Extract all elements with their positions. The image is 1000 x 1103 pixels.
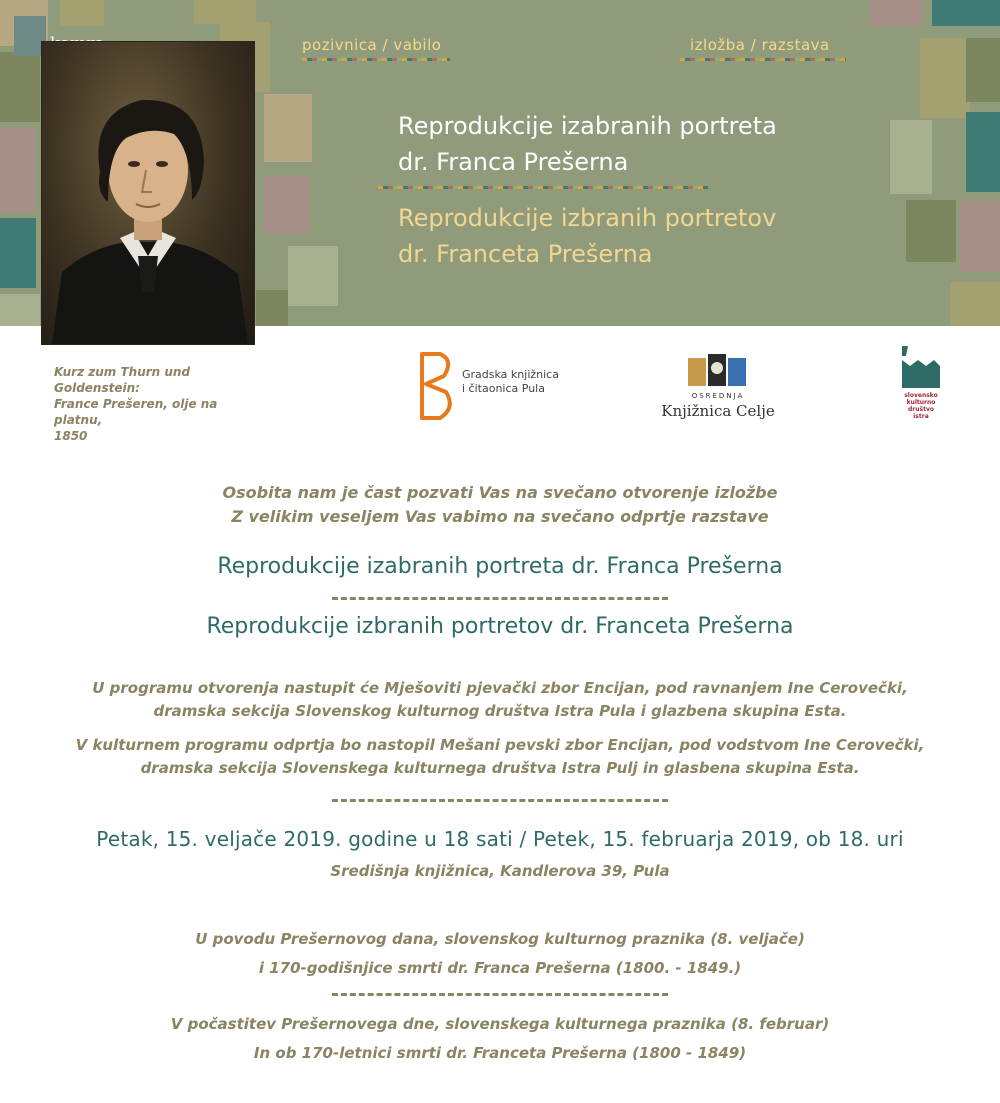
event-date: Petak, 15. veljače 2019. godine u 18 sati / Petek, 15. februarja 2019, ob 18. uri — [96, 827, 904, 851]
decor-tile — [0, 218, 36, 288]
exhibition-title-slovenian: Reprodukcije izbranih portretov dr. Franceta Prešerna — [206, 614, 794, 639]
dotted-rule — [378, 186, 708, 189]
decor-tile — [0, 128, 36, 212]
dashed-divider — [332, 993, 668, 996]
caption-line: Kurz zum Thurn und Goldenstein: — [54, 365, 191, 395]
invitation-slovenian: Z velikim veseljem Vas vabimo na svečano odprtje razstave — [231, 507, 769, 526]
decor-tile — [288, 246, 338, 306]
skd-name-line: istra — [913, 413, 929, 420]
caption-line: 1850 — [54, 429, 88, 443]
decor-tile — [966, 112, 1000, 192]
decor-tile — [890, 120, 932, 194]
celje-library-emblem-icon — [688, 352, 748, 388]
exhibition-title-croatian: Reprodukcije izabranih portreta dr. Franca Prešerna — [217, 554, 783, 579]
pula-library-icon — [414, 350, 458, 422]
decor-tile — [194, 0, 256, 24]
decor-tile — [920, 38, 970, 118]
program-croatian-line1: U programu otvorenja nastupit će Mješoviti pjevački zbor Encijan, pod ravnanjem Ine Cerovečki, — [92, 679, 908, 697]
skd-istra-emblem-icon — [896, 344, 946, 390]
decor-tile — [966, 38, 1000, 102]
decor-tile — [256, 290, 288, 326]
pula-library-name-line1: Gradska knjižnica — [462, 368, 559, 381]
dashed-divider — [332, 597, 668, 600]
preseren-portrait-image — [42, 42, 254, 344]
skd-name-line: kulturno — [906, 399, 936, 406]
program-slovenian-line2: dramska sekcija Slovenskega kulturnega društva Istra Pulj in glasbena skupina Esta. — [140, 759, 860, 777]
celje-library-name: Knjižnica Celje — [661, 402, 775, 420]
dotted-rule — [302, 58, 450, 61]
decor-tile — [906, 200, 956, 262]
event-venue: Središnja knjižnica, Kandlerova 39, Pula — [330, 862, 670, 880]
celje-library-subtitle: OSREDNJA — [691, 392, 745, 400]
pula-library-logo — [414, 350, 574, 422]
occasion-slovenian-line1: V počastitev Prešernovega dne, slovenskega kulturnega praznika (8. februar) — [170, 1015, 830, 1033]
dashed-divider — [332, 799, 668, 802]
pula-library-name-line2: i čitaonica Pula — [462, 382, 545, 395]
skd-name-line: društvo — [908, 406, 934, 413]
decor-tile — [0, 294, 40, 326]
occasion-slovenian-line2: In ob 170-letnici smrti dr. Franceta Prešerna (1800 - 1849) — [253, 1044, 747, 1062]
program-slovenian-line1: V kulturnem programu odprtja bo nastopil Mešani pevski zbor Encijan, pod vodstvom Ine Cerovečki, — [75, 736, 925, 754]
title-croatian-line1: Reprodukcije izabranih portreta — [398, 112, 777, 140]
title-slovenian-line2: dr. Franceta Prešerna — [398, 240, 653, 268]
decor-tile — [264, 176, 310, 234]
decor-tile — [932, 0, 1000, 26]
skd-name-line: slovensko — [904, 392, 938, 399]
skd-istra-logo — [896, 344, 946, 434]
portrait-caption — [54, 364, 264, 444]
decor-tile — [950, 282, 1000, 326]
caption-line: France Prešeren, olje na platnu, — [54, 397, 218, 427]
invitation-label: pozivnica / vabilo — [302, 36, 442, 54]
invitation-croatian: Osobita nam je čast pozvati Vas na svečano otvorenje izložbe — [222, 483, 778, 502]
decor-tile — [0, 52, 40, 122]
dotted-rule — [680, 58, 846, 61]
exhibition-label: izložba / razstava — [690, 36, 830, 54]
decor-tile — [264, 94, 312, 162]
decor-tile — [870, 0, 922, 26]
title-croatian-line2: dr. Franca Prešerna — [398, 148, 629, 176]
occasion-croatian-line1: U povodu Prešernovog dana, slovenskog kulturnog praznika (8. veljače) — [195, 930, 805, 948]
occasion-croatian-line2: i 170-godišnjice smrti dr. Franca Prešerna (1800. - 1849.) — [258, 959, 742, 977]
decor-tile — [960, 200, 1000, 272]
portrait-illustration — [42, 42, 254, 344]
title-slovenian-line1: Reprodukcije izbranih portretov — [398, 204, 777, 232]
program-croatian-line2: dramska sekcija Slovenskog kulturnog društva Istra Pula i glazbena skupina Esta. — [153, 702, 847, 720]
celje-library-logo — [658, 352, 778, 424]
